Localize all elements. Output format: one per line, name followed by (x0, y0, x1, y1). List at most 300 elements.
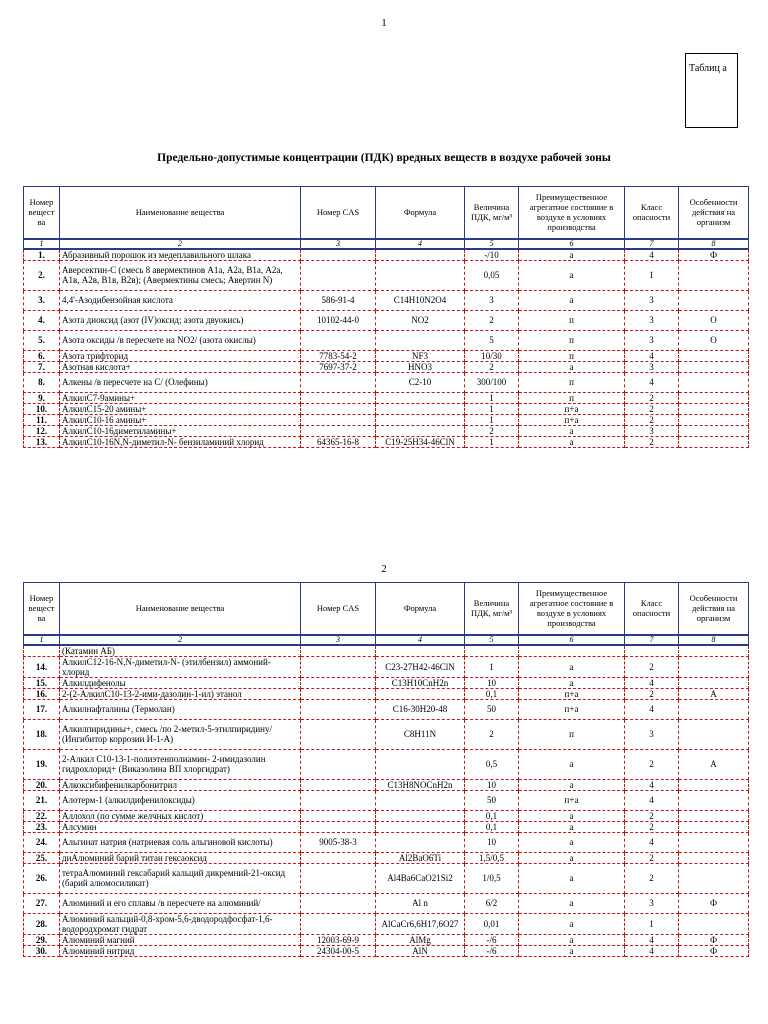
row-formula: NF3 (376, 350, 465, 361)
row-cas (301, 645, 376, 657)
row-action (679, 436, 749, 447)
table-row (24, 414, 749, 425)
row-state: п+а (519, 414, 625, 425)
row-number: 28. (24, 913, 60, 934)
table-row (24, 656, 749, 677)
row-class: 4 (625, 699, 679, 719)
row-action: Ф (679, 893, 749, 913)
row-number (24, 645, 60, 657)
row-name: АлкилС10-16N,N-диметил-N- бензиламиний хлорид (60, 436, 301, 447)
row-pdk: 1 (465, 414, 519, 425)
row-formula (376, 330, 465, 350)
row-formula: C19-25H34-46ClN (376, 436, 465, 447)
column-number: 3 (301, 635, 376, 645)
row-state: а (519, 893, 625, 913)
row-name: Аверсектин-С (смесь 8 авермектинов А1а, А2а, В1а, А2а, А1в, А2в, В1в, В2в); (Авермектины смесь; Авертин N) (60, 260, 301, 290)
table-row (24, 361, 749, 372)
row-name: диАлюминий барий титан гексаоксид (60, 852, 301, 863)
row-number: 23. (24, 821, 60, 832)
row-name: Алкены /в пересчете на С/ (Олефины) (60, 372, 301, 392)
row-cas (301, 656, 376, 677)
column-number-row (24, 635, 749, 645)
row-number: 4. (24, 310, 60, 330)
row-cas (301, 852, 376, 863)
table-row (24, 749, 749, 779)
row-formula: Al n (376, 893, 465, 913)
table-row (24, 821, 749, 832)
row-pdk: 1/0,5 (465, 863, 519, 893)
row-pdk (465, 645, 519, 657)
row-action: А (679, 749, 749, 779)
pdk-table-page2 (23, 582, 749, 957)
header-name: Наименование вещества (60, 187, 301, 239)
row-cas (301, 249, 376, 261)
table-row (24, 852, 749, 863)
column-number: 4 (376, 239, 465, 249)
row-formula: C13H10CnH2n (376, 677, 465, 688)
row-class: 3 (625, 310, 679, 330)
row-state: а (519, 832, 625, 852)
row-state: п (519, 372, 625, 392)
row-pdk: -/10 (465, 249, 519, 261)
row-state: а (519, 863, 625, 893)
row-cas (301, 810, 376, 821)
row-action (679, 290, 749, 310)
row-action (679, 790, 749, 810)
row-formula: AlCaCr6,6H17,6O27 (376, 913, 465, 934)
row-formula: C8H11N (376, 719, 465, 749)
row-name: АлкилС12-16-N,N-диметил-N- (этилбензил) аммоний-хлорид (60, 656, 301, 677)
row-state: а (519, 361, 625, 372)
row-number: 8. (24, 372, 60, 392)
row-number: 19. (24, 749, 60, 779)
table-row (24, 260, 749, 290)
table-row (24, 310, 749, 330)
table-row (24, 425, 749, 436)
row-pdk: 0,1 (465, 821, 519, 832)
row-class: 3 (625, 719, 679, 749)
row-cas: 9005-38-3 (301, 832, 376, 852)
row-state: а (519, 945, 625, 956)
row-formula (376, 790, 465, 810)
row-number: 7. (24, 361, 60, 372)
row-number: 6. (24, 350, 60, 361)
column-number: 6 (519, 239, 625, 249)
row-state: а (519, 249, 625, 261)
row-action: О (679, 310, 749, 330)
row-cas (301, 699, 376, 719)
column-number: 1 (24, 239, 60, 249)
table-row (24, 779, 749, 790)
row-formula: C2-10 (376, 372, 465, 392)
row-action (679, 392, 749, 403)
row-state (519, 645, 625, 657)
row-name: Алюминий магний (60, 934, 301, 945)
row-cas: 586-91-4 (301, 290, 376, 310)
table-row (24, 330, 749, 350)
row-class: 3 (625, 425, 679, 436)
row-pdk: 1 (465, 392, 519, 403)
row-cas: 12003-69-9 (301, 934, 376, 945)
row-number: 12. (24, 425, 60, 436)
row-formula (376, 688, 465, 699)
row-pdk: 0,01 (465, 913, 519, 934)
row-name: Алкилпиридины+, смесь /по 2-метил-5-этилпиридину/ (Ингибитор коррозии И-1-А) (60, 719, 301, 749)
row-name: тетраАлюминий гексабарий кальций дикремний-21-оксид (барий алюмосиликат) (60, 863, 301, 893)
table-row (24, 699, 749, 719)
row-class: 2 (625, 688, 679, 699)
row-action (679, 913, 749, 934)
row-pdk: 2 (465, 361, 519, 372)
row-action (679, 403, 749, 414)
row-cas: 64365-16-8 (301, 436, 376, 447)
table-row (24, 677, 749, 688)
row-number: 27. (24, 893, 60, 913)
row-number: 17. (24, 699, 60, 719)
row-action (679, 425, 749, 436)
row-name: (Катамин АБ) (60, 645, 301, 657)
row-name: АлкилС10-16 амины+ (60, 414, 301, 425)
header-pdk: Величина ПДК, мг/м³ (465, 583, 519, 635)
row-state: п (519, 350, 625, 361)
row-formula: Al4Ba6CaO21Si2 (376, 863, 465, 893)
row-cas: 7697-37-2 (301, 361, 376, 372)
row-state: а (519, 290, 625, 310)
header-state: Преимущественное агрегатное состояние в воздухе в условиях производства (519, 583, 625, 635)
row-name: Алюминий и его сплавы /в пересчете на алюминий/ (60, 893, 301, 913)
row-class: 2 (625, 403, 679, 414)
row-number: 20. (24, 779, 60, 790)
row-class: 2 (625, 749, 679, 779)
row-name: Азота оксиды /в пересчете на NO2/ (азота окислы) (60, 330, 301, 350)
row-number: 1. (24, 249, 60, 261)
table-row (24, 810, 749, 821)
row-formula (376, 414, 465, 425)
row-action (679, 645, 749, 657)
row-action (679, 719, 749, 749)
row-action: Ф (679, 945, 749, 956)
row-name: Азота диоксид (азот (IV)оксид; азота двуокись) (60, 310, 301, 330)
table-row (24, 688, 749, 699)
row-class: 1 (625, 260, 679, 290)
row-class: 2 (625, 656, 679, 677)
row-formula (376, 749, 465, 779)
row-class: 4 (625, 249, 679, 261)
row-state: п+а (519, 790, 625, 810)
row-pdk: 1,5/0,5 (465, 852, 519, 863)
row-cas (301, 392, 376, 403)
row-action: Ф (679, 934, 749, 945)
row-state: а (519, 821, 625, 832)
column-number: 2 (60, 239, 301, 249)
row-formula (376, 810, 465, 821)
row-class: 4 (625, 832, 679, 852)
row-pdk: 0,1 (465, 688, 519, 699)
row-action: Ф (679, 249, 749, 261)
row-action (679, 656, 749, 677)
row-name: Азота трифторид (60, 350, 301, 361)
row-formula: AlMg (376, 934, 465, 945)
table-row (24, 832, 749, 852)
column-number: 4 (376, 635, 465, 645)
row-pdk: 6/2 (465, 893, 519, 913)
column-number: 2 (60, 635, 301, 645)
column-number: 7 (625, 635, 679, 645)
row-formula: C13H8NOCnH2n (376, 779, 465, 790)
pdk-table-page1 (23, 186, 749, 448)
row-number: 5. (24, 330, 60, 350)
row-state: п (519, 719, 625, 749)
row-cas (301, 688, 376, 699)
row-state: а (519, 656, 625, 677)
column-number: 7 (625, 239, 679, 249)
row-state: а (519, 425, 625, 436)
row-formula (376, 260, 465, 290)
row-class: 2 (625, 392, 679, 403)
row-number: 21. (24, 790, 60, 810)
row-state: а (519, 913, 625, 934)
row-cas (301, 779, 376, 790)
table-row (24, 719, 749, 749)
header-action: Особенности действия на организм (679, 187, 749, 239)
row-name: Алюминий кальций-0,8-хром-5,6-дводородфосфат-1,6-водородхромат гидрат (60, 913, 301, 934)
row-formula: C16-30H20-48 (376, 699, 465, 719)
page-number: 1 (381, 17, 387, 29)
row-state: а (519, 677, 625, 688)
row-action (679, 821, 749, 832)
row-cas: 10102-44-0 (301, 310, 376, 330)
table-row (24, 893, 749, 913)
row-state: а (519, 436, 625, 447)
header-formula: Формула (376, 583, 465, 635)
row-action: О (679, 330, 749, 350)
row-formula: HNO3 (376, 361, 465, 372)
row-number: 11. (24, 414, 60, 425)
header-formula: Формула (376, 187, 465, 239)
row-action (679, 699, 749, 719)
row-name: Аллохол (по сумме желчных кислот) (60, 810, 301, 821)
row-number: 10. (24, 403, 60, 414)
row-class: 4 (625, 350, 679, 361)
row-pdk: 10 (465, 832, 519, 852)
row-name: Альгинат натрия (натриевая соль альгиновой кислоты) (60, 832, 301, 852)
row-class: 3 (625, 893, 679, 913)
row-name: Абразивный порошок из медеплавильного шлака (60, 249, 301, 261)
row-cas: 7783-54-2 (301, 350, 376, 361)
row-pdk: 1 (465, 656, 519, 677)
row-number: 2. (24, 260, 60, 290)
row-formula (376, 832, 465, 852)
row-number: 14. (24, 656, 60, 677)
table-row (24, 392, 749, 403)
table-row (24, 790, 749, 810)
row-formula: C23-27H42-46ClN (376, 656, 465, 677)
table-row (24, 934, 749, 945)
row-name: Алюминий нитрид (60, 945, 301, 956)
header-name: Наименование вещества (60, 583, 301, 635)
row-action (679, 361, 749, 372)
row-state: а (519, 810, 625, 821)
row-class (625, 645, 679, 657)
column-number: 6 (519, 635, 625, 645)
row-cas (301, 913, 376, 934)
row-pdk: 0,05 (465, 260, 519, 290)
column-number: 3 (301, 239, 376, 249)
row-action: А (679, 688, 749, 699)
column-number: 8 (679, 635, 749, 645)
row-name: Алкилдифенолы (60, 677, 301, 688)
row-action (679, 677, 749, 688)
header-state: Преимущественное агрегатное состояние в воздухе в условиях производства (519, 187, 625, 239)
row-formula (376, 645, 465, 657)
row-number: 22. (24, 810, 60, 821)
row-name: Азотная кислота+ (60, 361, 301, 372)
row-formula (376, 249, 465, 261)
row-number: 26. (24, 863, 60, 893)
row-name: Алсумин (60, 821, 301, 832)
header-pdk: Величина ПДК, мг/м³ (465, 187, 519, 239)
row-formula (376, 403, 465, 414)
row-name: АлкилС15-20 амины+ (60, 403, 301, 414)
row-formula: Al2BaO6Ti (376, 852, 465, 863)
row-state: п+а (519, 403, 625, 414)
row-class: 4 (625, 934, 679, 945)
row-name: Алкилнафталины (Термолан) (60, 699, 301, 719)
row-state: а (519, 934, 625, 945)
row-pdk: 2 (465, 310, 519, 330)
row-action (679, 810, 749, 821)
row-number: 9. (24, 392, 60, 403)
row-pdk: 0,5 (465, 749, 519, 779)
row-state: а (519, 260, 625, 290)
column-number: 5 (465, 635, 519, 645)
row-cas (301, 749, 376, 779)
row-class: 4 (625, 779, 679, 790)
row-cas (301, 414, 376, 425)
row-class: 3 (625, 361, 679, 372)
row-name: Алотерм-1 (алкилдифенилоксиды) (60, 790, 301, 810)
row-name: 2-(2-АлкилС10-13-2-ими-дазолин-1-ил) этанол (60, 688, 301, 699)
row-cas (301, 863, 376, 893)
row-state: а (519, 779, 625, 790)
row-number: 18. (24, 719, 60, 749)
row-formula (376, 821, 465, 832)
row-action (679, 260, 749, 290)
header-number: Номер вещест ва (24, 583, 60, 635)
column-number: 5 (465, 239, 519, 249)
column-number: 8 (679, 239, 749, 249)
row-pdk: 10 (465, 677, 519, 688)
row-pdk: 0,1 (465, 810, 519, 821)
column-number: 1 (24, 635, 60, 645)
row-pdk: 10/30 (465, 350, 519, 361)
row-cas (301, 330, 376, 350)
row-class: 2 (625, 436, 679, 447)
row-class: 3 (625, 290, 679, 310)
row-cas (301, 403, 376, 414)
row-action (679, 832, 749, 852)
row-pdk: 5 (465, 330, 519, 350)
table-row (24, 945, 749, 956)
table-row (24, 645, 749, 657)
row-action (679, 863, 749, 893)
row-pdk: -/6 (465, 945, 519, 956)
row-pdk: 3 (465, 290, 519, 310)
row-class: 4 (625, 372, 679, 392)
page-number: 2 (381, 563, 387, 575)
document-title: Предельно-допустимые концентрации (ПДК) вредных веществ в воздухе рабочей зоны (157, 152, 611, 164)
row-action (679, 779, 749, 790)
header-class: Класс опасности (625, 187, 679, 239)
table-row (24, 403, 749, 414)
row-formula: AlN (376, 945, 465, 956)
row-pdk: 2 (465, 425, 519, 436)
row-action (679, 414, 749, 425)
row-name: АлкилС7-9амины+ (60, 392, 301, 403)
row-state: а (519, 749, 625, 779)
row-number: 13. (24, 436, 60, 447)
row-cas (301, 677, 376, 688)
row-formula: C14H10N2O4 (376, 290, 465, 310)
row-cas (301, 790, 376, 810)
table-row (24, 350, 749, 361)
row-state: п (519, 330, 625, 350)
row-action (679, 852, 749, 863)
row-cas (301, 372, 376, 392)
column-number-row (24, 239, 749, 249)
header-cas: Номер CAS (301, 583, 376, 635)
row-class: 2 (625, 863, 679, 893)
row-number: 25. (24, 852, 60, 863)
row-action (679, 372, 749, 392)
row-state: а (519, 852, 625, 863)
row-class: 4 (625, 677, 679, 688)
header-cas: Номер CAS (301, 187, 376, 239)
header-number: Номер вещест ва (24, 187, 60, 239)
row-state: п+а (519, 699, 625, 719)
row-name: 4,4'-Азодибензойная кислота (60, 290, 301, 310)
row-formula (376, 425, 465, 436)
row-action (679, 350, 749, 361)
table-row (24, 372, 749, 392)
row-cas (301, 821, 376, 832)
row-formula: NO2 (376, 310, 465, 330)
table-row (24, 436, 749, 447)
header-action: Особенности действия на организм (679, 583, 749, 635)
row-class: 2 (625, 821, 679, 832)
row-number: 3. (24, 290, 60, 310)
row-state: п+а (519, 688, 625, 699)
row-pdk: 50 (465, 699, 519, 719)
row-class: 4 (625, 790, 679, 810)
row-name: АлкилС10-16диметиламины+ (60, 425, 301, 436)
row-pdk: 50 (465, 790, 519, 810)
table-row (24, 249, 749, 261)
row-pdk: 300/100 (465, 372, 519, 392)
table-row (24, 290, 749, 310)
row-pdk: 2 (465, 719, 519, 749)
row-class: 2 (625, 810, 679, 821)
row-cas (301, 719, 376, 749)
row-number: 30. (24, 945, 60, 956)
row-cas (301, 260, 376, 290)
row-number: 24. (24, 832, 60, 852)
row-number: 15. (24, 677, 60, 688)
row-cas (301, 893, 376, 913)
row-pdk: 10 (465, 779, 519, 790)
row-name: 2-Алкил С10-13-1-полиэтенполиамин- 2-имидазолин гидрохлорид+ (Виказолина ВП хлоргидрат) (60, 749, 301, 779)
row-name: Алкоксибифенилкарбонитрил (60, 779, 301, 790)
